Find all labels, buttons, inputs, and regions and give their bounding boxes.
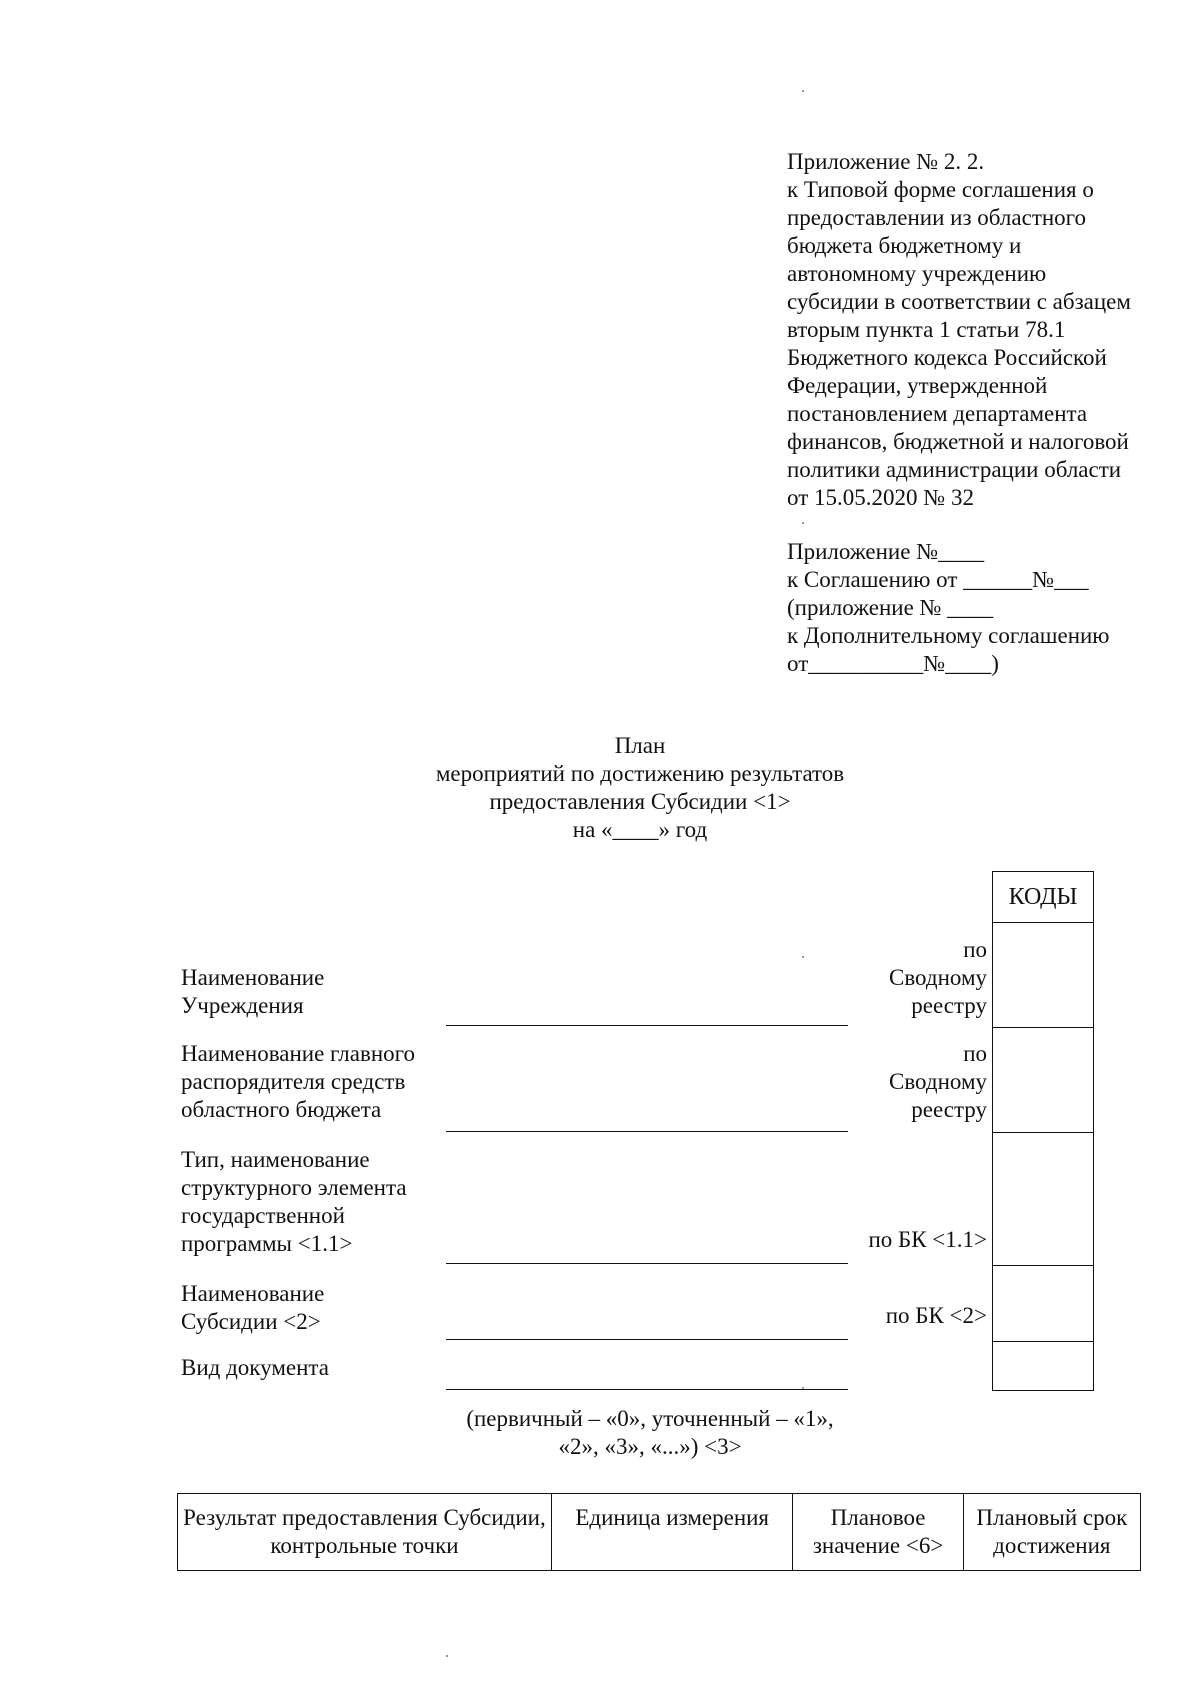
attachment-line: к Соглашению от ______№___ [787,567,1089,592]
label-line: Вид документа [181,1355,329,1380]
label-line: Учреждения [181,993,304,1018]
column-header-result: Результат предоставления Субсидии, контрольные точки [178,1494,552,1571]
appendix-line: субсидии в соответствии с абзацем [787,289,1131,314]
code-label-subsidy [886,1302,987,1330]
field-label-program-element [181,1146,407,1258]
codes-header: КОДЫ [992,871,1094,923]
appendix-line: предоставлении из областного [787,205,1087,230]
document-type-note [430,1405,870,1461]
code-cell-chief-manager[interactable] [992,1027,1094,1133]
code-label-chief-manager [889,1040,987,1124]
attachment-line: к Дополнительному соглашению [787,623,1110,648]
title-line: на «____» год [572,817,708,842]
code-cell-program-element[interactable] [992,1132,1094,1266]
results-table-header-row [178,1494,1141,1571]
label-line: областного бюджета [181,1097,382,1122]
label-line: государственной [181,1203,345,1228]
scan-dot [446,1655,448,1657]
code-label-institution [889,936,987,1020]
code-label-line: по БК <2> [885,1303,987,1328]
appendix-line: финансов, бюджетной и налоговой [787,429,1129,454]
appendix-line: Приложение № 2. 2. [787,149,985,174]
title-line: предоставления Субсидии <1> [489,789,791,814]
attachment-line: от__________№____) [787,651,999,676]
document-type-field-line[interactable] [446,1389,848,1390]
code-label-line: реестру [911,1097,987,1122]
document-title [360,732,920,844]
attachment-line: (приложение № ____ [787,595,994,620]
attachment-line: Приложение №____ [787,539,985,564]
code-label-line: по [963,937,987,962]
appendix-line: Федерации, утвержденной [787,373,1048,398]
label-line: программы <1.1> [181,1231,353,1256]
scan-dot [802,956,804,958]
scan-dot [802,522,804,524]
appendix-line: бюджета бюджетному и [787,233,1022,258]
results-table [177,1493,1141,1571]
code-label-line: Сводному [888,1069,987,1094]
appendix-line: от 15.05.2020 № 32 [787,485,974,510]
note-line: (первичный – «0», уточненный – «1», [466,1406,834,1431]
field-label-institution [181,964,324,1020]
scan-dot [802,90,804,92]
code-label-line: по [963,1041,987,1066]
chief-manager-field-line[interactable] [446,1131,848,1132]
code-label-line: Сводному [888,965,987,990]
appendix-header [787,148,1167,512]
field-label-chief-manager [181,1040,415,1124]
label-line: Наименование [181,1281,325,1306]
code-cell-document-type[interactable] [992,1341,1094,1391]
label-line: распорядителя средств [181,1069,406,1094]
title-line: мероприятий по достижению результатов [435,761,845,786]
column-header-planned-value: Плановое значение <6> [793,1494,963,1571]
subsidy-field-line[interactable] [446,1339,848,1340]
column-header-planned-deadline: Плановый срок достижения [963,1494,1140,1571]
appendix-line: политики администрации области [787,457,1122,482]
code-label-line: реестру [911,993,987,1018]
label-line: Наименование главного [181,1041,416,1066]
title-line: План [614,733,666,758]
appendix-line: вторым пункта 1 статьи 78.1 [787,317,1066,342]
appendix-line: постановлением департамента [787,401,1088,426]
note-line: «2», «3», «...») <3> [558,1434,742,1459]
appendix-line: Бюджетного кодекса Российской [787,345,1107,370]
program-element-field-line[interactable] [446,1263,848,1264]
code-cell-subsidy[interactable] [992,1265,1094,1342]
code-label-program-element [868,1226,987,1254]
code-cell-institution[interactable] [992,922,1094,1028]
institution-field-line[interactable] [446,1025,848,1026]
field-label-document-type [181,1354,329,1382]
field-label-subsidy [181,1280,324,1336]
code-label-line: по БК <1.1> [868,1227,987,1252]
label-line: Тип, наименование [181,1147,370,1172]
label-line: структурного элемента [181,1175,407,1200]
label-line: Наименование [181,965,325,990]
appendix-line: к Типовой форме соглашения о [787,177,1094,202]
attachment-reference [787,538,1167,678]
appendix-line: автономному учреждению [787,261,1047,286]
label-line: Субсидии <2> [181,1309,321,1334]
column-header-unit: Единица измерения [551,1494,793,1571]
